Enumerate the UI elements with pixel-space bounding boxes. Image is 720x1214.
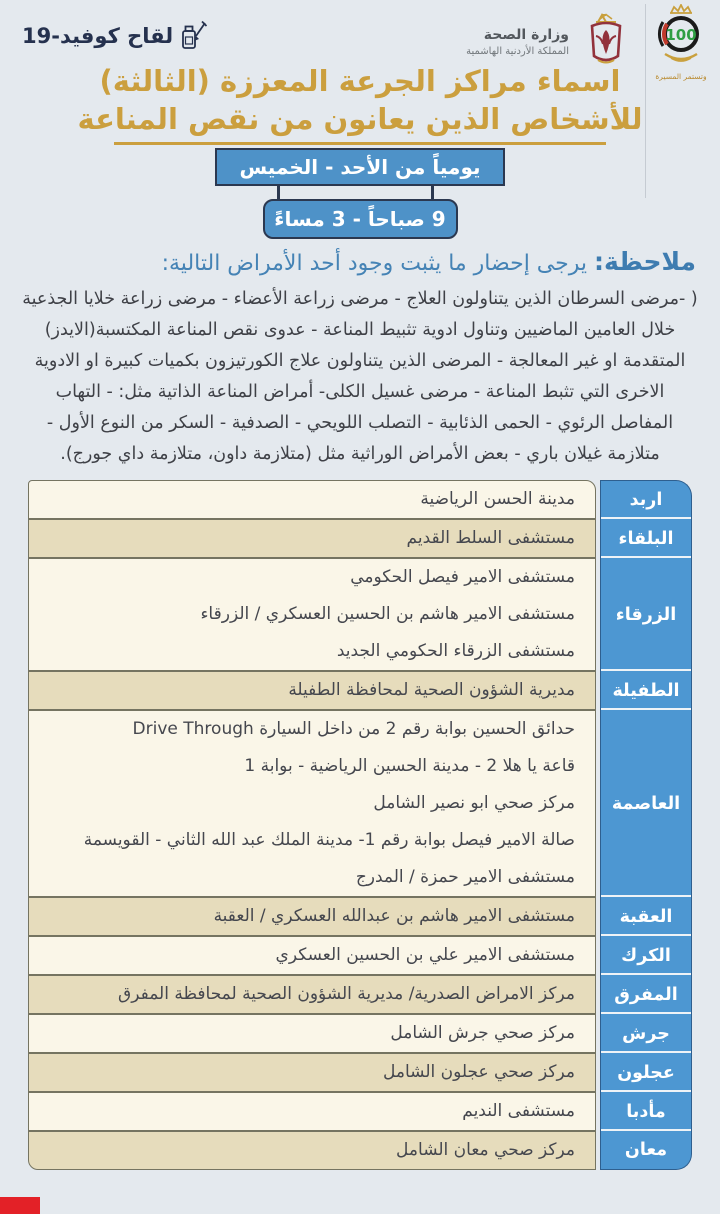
conditions-paragraph: [8, 284, 712, 470]
table-row: [28, 519, 692, 558]
centers-cell: [28, 710, 596, 897]
note-label: ملاحظة:: [594, 247, 696, 276]
governorate-cell: الكرك: [600, 936, 692, 975]
centers-cell: [28, 936, 596, 975]
centennial-100-icon: [653, 4, 709, 66]
center-line: مركز صحي جرش الشامل: [390, 1023, 575, 1043]
table-row: [28, 1014, 692, 1053]
governorate-cell: العقبة: [600, 897, 692, 936]
governorate-cell: الطفيلة: [600, 671, 692, 710]
center-line: مركز صحي عجلون الشامل: [383, 1062, 575, 1082]
condition-line: المتقدمة او غير المعالجة - المرضى الذين يتناولون علاج الكورتيزون بكميات كبيرة او الادوية: [34, 351, 686, 371]
connector-line-left: [431, 186, 434, 199]
condition-line: خلال العامين الماضيين وتناول ادوية تثبيط المناعة - عدوى نقص المناعة المكتسبة(الايدز): [44, 320, 676, 340]
center-line: مديرية الشؤون الصحية لمحافظة الطفيلة: [288, 680, 575, 700]
centers-cell: [28, 1131, 596, 1170]
table-row: [28, 936, 692, 975]
center-line: مركز الامراض الصدرية/ مديرية الشؤون الصحية لمحافظة المفرق: [118, 984, 575, 1004]
center-line: مدينة الحسن الرياضية: [420, 489, 575, 509]
center-line: مستشفى الامير هاشم بن عبدالله العسكري / العقبة: [213, 906, 575, 926]
governorate-cell: الزرقاء: [600, 558, 692, 671]
days-banner: يومياً من الأحد - الخميس: [215, 148, 505, 186]
table-row: [28, 558, 692, 671]
governorate-cell: معان: [600, 1131, 692, 1170]
note-line: [24, 247, 696, 276]
centers-cell: [28, 897, 596, 936]
centers-cell: [28, 975, 596, 1014]
governorate-cell: عجلون: [600, 1053, 692, 1092]
table-row: [28, 1053, 692, 1092]
center-line: مستشفى الامير علي بن الحسين العسكري: [275, 945, 575, 965]
table-row: [28, 480, 692, 519]
table-row: [28, 671, 692, 710]
governorate-cell: العاصمة: [600, 710, 692, 897]
note-text: يرجى إحضار ما يثبت وجود أحد الأمراض التالية:: [161, 251, 594, 276]
table-row: [28, 975, 692, 1014]
center-line: حدائق الحسين بوابة رقم 2 من داخل السيارة Drive Through: [132, 719, 575, 739]
centennial-caption: وتستمر المسيرة: [655, 72, 707, 81]
centennial-number-glyph: 100: [665, 26, 697, 44]
centers-cell: [28, 1092, 596, 1131]
connector-line-right: [277, 186, 280, 199]
centers-cell: [28, 1014, 596, 1053]
centennial-logo: [650, 4, 712, 81]
center-line: مستشفى السلط القديم: [406, 528, 575, 548]
centers-cell: [28, 558, 596, 671]
covid-label-text: لقاح كوفيد-19: [22, 24, 174, 48]
center-line: مستشفى الامير فيصل الحكومي: [350, 567, 575, 587]
ministry-subtitle: المملكة الأردنية الهاشمية: [466, 46, 569, 57]
governorate-cell: البلقاء: [600, 519, 692, 558]
centers-cell: [28, 1053, 596, 1092]
ministry-logo: [466, 12, 638, 72]
red-corner-mark: [0, 1197, 40, 1214]
table-row: [28, 1092, 692, 1131]
title-line-2: للأشخاص الذين يعانون من نقص المناعة: [77, 102, 643, 136]
condition-line: ( -مرضى السرطان الذين يتناولون العلاج - مرضى زراعة الأعضاء - مرضى زراعة خلايا الجذعية: [22, 289, 698, 309]
ministry-emblem-icon: [574, 12, 638, 72]
centers-cell: [28, 519, 596, 558]
governorate-cell: المفرق: [600, 975, 692, 1014]
center-line: مستشفى النديم: [462, 1101, 575, 1121]
governorate-cell: مأدبا: [600, 1092, 692, 1131]
ministry-name: وزارة الصحة: [483, 27, 569, 43]
center-line: صالة الامير فيصل بوابة رقم 1- مدينة الملك عبد الله الثاني - القويسمة: [83, 830, 575, 850]
title-underline: [114, 142, 606, 145]
condition-line: متلازمة غيلان باري - بعض الأمراض الوراثية مثل (متلازمة داون، متلازمة داي جورج).: [60, 444, 660, 464]
condition-line: الاخرى التي تثبط المناعة - مرضى غسيل الكلى- أمراض المناعة الذاتية مثل: - التهاب: [55, 382, 665, 402]
center-line: مستشفى الزرقاء الحكومي الجديد: [336, 641, 575, 661]
vaccine-vial-icon: [180, 20, 207, 52]
covid-vaccine-label: [22, 20, 207, 52]
banner-connectors: [0, 186, 720, 199]
centers-cell: [28, 671, 596, 710]
governorate-cell: جرش: [600, 1014, 692, 1053]
table-row: [28, 897, 692, 936]
hours-banner: 9 صباحاً - 3 مساءً: [263, 199, 458, 239]
center-line: مركز صحي معان الشامل: [396, 1140, 575, 1160]
center-line: مركز صحي ابو نصير الشامل: [373, 793, 575, 813]
governorate-cell: اربد: [600, 480, 692, 519]
condition-line: المفاصل الرئوي - الحمى الذئابية - التصلب اللويحي - الصدفية - السكر من النوع الأول -: [46, 413, 674, 433]
center-line: مستشفى الامير حمزة / المدرج: [355, 867, 575, 887]
table-row: [28, 1131, 692, 1170]
center-line: قاعة يا هلا 2 - مدينة الحسين الرياضية - بوابة 1: [244, 756, 575, 776]
centers-cell: [28, 480, 596, 519]
title-line-1: اسماء مراكز الجرعة المعززة (الثالثة): [99, 64, 621, 98]
centers-table: [28, 480, 692, 1170]
table-row: [28, 710, 692, 897]
header-divider: [645, 4, 646, 198]
center-line: مستشفى الامير هاشم بن الحسين العسكري / الزرقاء: [200, 604, 575, 624]
